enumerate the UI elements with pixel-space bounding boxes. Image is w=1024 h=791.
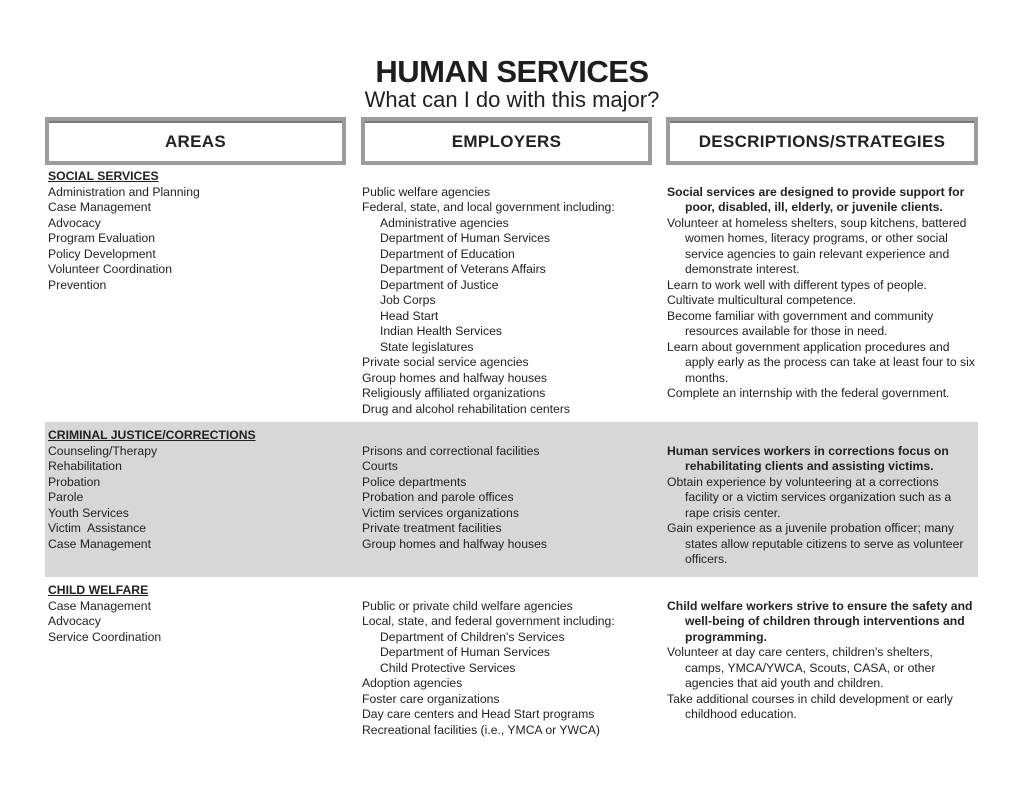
section-descriptions bbox=[667, 583, 975, 723]
section-child-welfare bbox=[45, 583, 978, 743]
area-item: Service Coordination bbox=[48, 629, 162, 644]
employer-item: Private treatment facilities bbox=[362, 521, 502, 535]
description-summary: Child welfare workers strive to ensure the safety and well-being of children through interventions and programming. bbox=[667, 598, 973, 644]
employer-item: Public or private child welfare agencies bbox=[362, 598, 573, 613]
employer-item: Prisons and correctional facilities bbox=[362, 443, 540, 458]
employer-subitem: Department of Education bbox=[380, 246, 515, 261]
employer-subitem: Job Corps bbox=[380, 293, 436, 307]
employer-item: Federal, state, and local government including: bbox=[362, 200, 615, 214]
employers-column-header bbox=[361, 117, 652, 165]
areas-column-header bbox=[45, 117, 346, 165]
employer-item: Religiously affiliated organizations bbox=[362, 386, 546, 400]
area-item: Victim Assistance bbox=[48, 521, 146, 535]
employer-subitem: Department of Human Services bbox=[380, 645, 551, 659]
employer-item: Group homes and halfway houses bbox=[362, 536, 547, 551]
strategy-item: Take additional courses in child development or early childhood education. bbox=[667, 691, 953, 721]
section-descriptions bbox=[667, 169, 975, 402]
employers-header-label: EMPLOYERS bbox=[365, 121, 648, 161]
section-title: SOCIAL SERVICES bbox=[48, 169, 159, 183]
area-item: Counseling/Therapy bbox=[48, 443, 158, 458]
strategy-item: Complete an internship with the federal government. bbox=[667, 386, 950, 400]
page-header bbox=[0, 55, 1024, 113]
section-areas bbox=[48, 169, 348, 293]
page-subtitle: What can I do with this major? bbox=[364, 87, 660, 112]
description-summary: Social services are designed to provide support for poor, disabled, ill, elderly, or juvenile clients. bbox=[667, 184, 965, 214]
employer-subitem: Child Protective Services bbox=[380, 660, 516, 675]
area-item: Prevention bbox=[48, 277, 107, 292]
area-item: Volunteer Coordination bbox=[48, 262, 172, 276]
area-item: Program Evaluation bbox=[48, 231, 156, 245]
section-employers bbox=[362, 169, 654, 417]
strategy-item: Volunteer at homeless shelters, soup kitchens, battered women homes, literacy programs, or other social service agencies to gain relevant experience and demonstrate interest. bbox=[667, 215, 967, 276]
strategy-item: Obtain experience by volunteering at a corrections facility or a victim services organization such as a rape crisis center. bbox=[667, 474, 952, 520]
employer-item: Local, state, and federal government including: bbox=[362, 614, 615, 628]
section-social-services bbox=[45, 169, 978, 417]
page-title: HUMAN SERVICES bbox=[375, 54, 649, 89]
employer-subitem: Department of Justice bbox=[380, 277, 499, 292]
employer-item: Group homes and halfway houses bbox=[362, 370, 547, 385]
employer-item: Victim services organizations bbox=[362, 505, 519, 520]
section-employers bbox=[362, 583, 654, 738]
area-item: Youth Services bbox=[48, 505, 129, 520]
employer-item: Foster care organizations bbox=[362, 691, 500, 706]
section-employers bbox=[362, 428, 654, 552]
employer-item: Probation and parole offices bbox=[362, 490, 514, 504]
description-summary: Human services workers in corrections focus on rehabilitating clients and assisting victims. bbox=[667, 443, 949, 473]
strategy-item: Become familiar with government and community resources available for those in need. bbox=[667, 308, 934, 338]
area-item: Policy Development bbox=[48, 246, 156, 261]
areas-header-label: AREAS bbox=[49, 121, 342, 161]
section-descriptions bbox=[667, 428, 975, 568]
employer-subitem: Department of Veterans Affairs bbox=[380, 262, 546, 276]
descriptions-header-label: DESCRIPTIONS/STRATEGIES bbox=[670, 121, 974, 161]
employer-item: Police departments bbox=[362, 474, 467, 489]
employer-subitem: Head Start bbox=[380, 308, 439, 323]
area-item: Parole bbox=[48, 490, 84, 504]
employer-item: Public welfare agencies bbox=[362, 184, 491, 199]
section-title: CHILD WELFARE bbox=[48, 583, 149, 597]
strategy-item: Learn to work well with different types of people. bbox=[667, 277, 927, 292]
employer-subitem: State legislatures bbox=[380, 339, 474, 354]
area-item: Rehabilitation bbox=[48, 459, 122, 473]
descriptions-column-header bbox=[666, 117, 978, 165]
employer-item: Day care centers and Head Start programs bbox=[362, 707, 595, 721]
strategy-item: Gain experience as a juvenile probation officer; many states allow reputable citizens to serve as volunteer officers. bbox=[667, 521, 964, 566]
section-areas bbox=[48, 583, 348, 645]
strategy-item: Volunteer at day care centers, children's shelters, camps, YMCA/YWCA, Scouts, CASA, or other agencies that aid youth and children. bbox=[667, 645, 936, 690]
area-item: Case Management bbox=[48, 598, 151, 613]
strategy-item: Learn about government application procedures and apply early as the process can take at least four to six months. bbox=[667, 339, 975, 385]
employer-item: Recreational facilities (i.e., YMCA or YWCA) bbox=[362, 722, 600, 737]
employer-subitem: Department of Human Services bbox=[380, 231, 551, 245]
section-title: CRIMINAL JUSTICE/CORRECTIONS bbox=[48, 428, 256, 442]
area-item: Probation bbox=[48, 474, 101, 489]
strategy-item: Cultivate multicultural competence. bbox=[667, 293, 856, 307]
employer-item: Private social service agencies bbox=[362, 355, 529, 369]
area-item: Case Management bbox=[48, 536, 151, 551]
employer-subitem: Administrative agencies bbox=[380, 215, 509, 230]
area-item: Case Management bbox=[48, 200, 151, 214]
section-criminal-justice bbox=[45, 422, 978, 577]
area-item: Administration and Planning bbox=[48, 184, 200, 199]
area-item: Advocacy bbox=[48, 215, 101, 230]
employer-subitem: Indian Health Services bbox=[380, 324, 502, 338]
employer-item: Adoption agencies bbox=[362, 676, 463, 690]
employer-item: Drug and alcohol rehabilitation centers bbox=[362, 401, 570, 416]
section-areas bbox=[48, 428, 348, 552]
employer-subitem: Department of Children's Services bbox=[380, 629, 565, 644]
area-item: Advocacy bbox=[48, 614, 101, 628]
employer-item: Courts bbox=[362, 459, 398, 473]
